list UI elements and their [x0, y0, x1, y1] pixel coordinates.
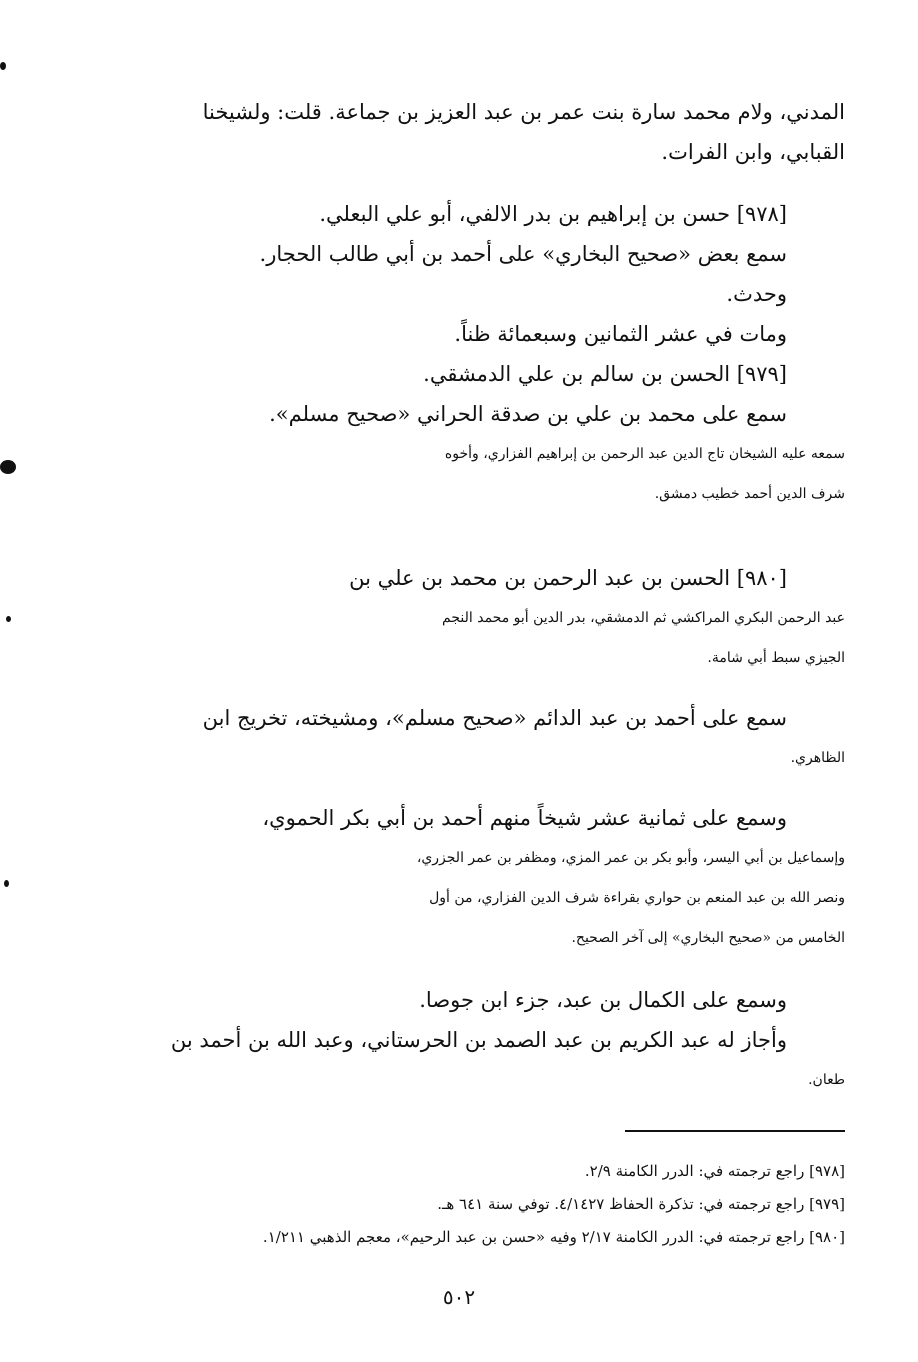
text-line: المدني، ولام محمد سارة بنت عمر بن عبد العزيز بن جماعة. قلت: ولشيخنا [202, 100, 845, 124]
scan-speck [0, 62, 6, 70]
text-line: سمع بعض «صحيح البخاري» على أحمد بن أبي طالب الحجار. [259, 242, 787, 266]
footnote-980: [٩٨٠] راجع ترجمته في: الدرر الكامنة ٢/١٧ وفيه «حسن بن عبد الرحيم»، معجم الذهبي ١/٢١١. [262, 1228, 845, 1246]
text-line: [٩٧٩] الحسن بن سالم بن علي الدمشقي. [423, 362, 787, 386]
text-line: سمع على محمد بن علي بن صدقة الحراني «صحيح مسلم». [269, 402, 787, 426]
text-line: وسمع على ثمانية عشر شيخاً منهم أحمد بن أبي بكر الحموي، [262, 806, 787, 830]
text-line: وأجاز له عبد الكريم بن عبد الصمد بن الحرستاني، وعبد الله بن أحمد بن [170, 1028, 787, 1052]
scan-speck [6, 616, 11, 622]
footnote-978: [٩٧٨] راجع ترجمته في: الدرر الكامنة ٢/٩. [584, 1162, 845, 1180]
text-line: طعان. [808, 1072, 845, 1088]
page-number: ٥٠٢ [442, 1285, 476, 1309]
scan-speck [0, 460, 16, 474]
entry-980 [130, 558, 845, 678]
paragraph-continuation [130, 92, 845, 172]
footnotes [150, 1155, 845, 1254]
text-line: وحدث. [726, 282, 787, 306]
text-line: الخامس من «صحيح البخاري» إلى آخر الصحيح. [571, 930, 845, 946]
paragraph-eighteen-sheikhs [130, 798, 845, 958]
text-line: ومات في عشر الثمانين وسبعمائة ظناً. [454, 322, 787, 346]
text-line: [٩٨٠] الحسن بن عبد الرحمن بن محمد بن علي بن [349, 566, 787, 590]
text-line: سمعه عليه الشيخان تاج الدين عبد الرحمن بن إبراهيم الفزاري، وأخوه [444, 446, 845, 462]
text-line: شرف الدين أحمد خطيب دمشق. [654, 486, 845, 502]
text-line: وسمع على الكمال بن عبد، جزء ابن جوصا. [419, 988, 787, 1012]
paragraph-sahih-muslim [130, 698, 845, 778]
scan-speck [4, 880, 9, 887]
text-line: عبد الرحمن البكري المراكشي ثم الدمشقي، بدر الدين أبو محمد النجم [442, 610, 845, 626]
footnote-divider [625, 1130, 845, 1132]
footnote-979: [٩٧٩] راجع ترجمته في: تذكرة الحفاظ ٤/١٤٢٧. توفي سنة ٦٤١ هـ. [437, 1195, 845, 1213]
text-line: الظاهري. [790, 750, 845, 766]
paragraph-ijaza [130, 980, 845, 1100]
text-line: القبابي، وابن الفرات. [661, 140, 845, 164]
text-line: الجيزي سبط أبي شامة. [707, 650, 845, 666]
text-line: [٩٧٨] حسن بن إبراهيم بن بدر الالفي، أبو علي البعلي. [319, 202, 787, 226]
entry-978-979 [130, 194, 845, 514]
text-line: وإسماعيل بن أبي اليسر، وأبو بكر بن عمر المزي، ومظفر بن عمر الجزري، [416, 850, 845, 866]
text-line: سمع على أحمد بن عبد الدائم «صحيح مسلم»، ومشيخته، تخريج ابن [202, 706, 787, 730]
text-line: ونصر الله بن عبد المنعم بن حواري بقراءة شرف الدين الفزاري، من أول [429, 890, 845, 906]
